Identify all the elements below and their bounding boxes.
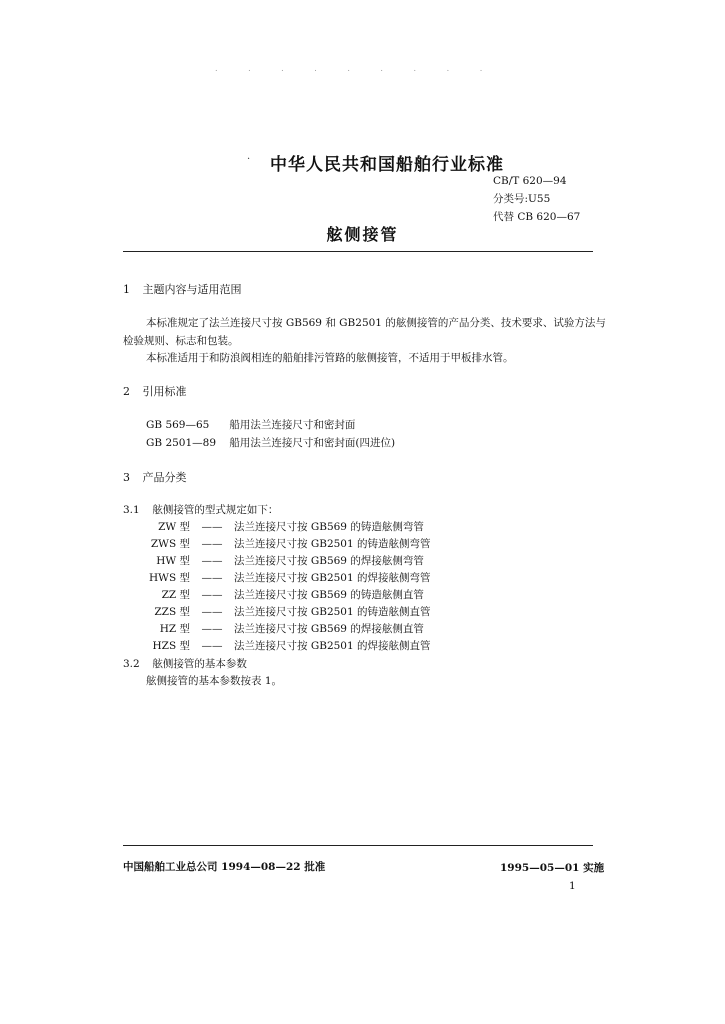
type-dash: —— — [201, 555, 223, 567]
type-description: 法兰连接尺寸按 GB2501 的铸造舷侧弯管 — [234, 538, 431, 550]
subsection-3-1 — [123, 502, 278, 517]
type-name: ZZS 型 — [154, 606, 190, 618]
reference-row — [146, 435, 395, 450]
approval-line: 中国船舶工业总公司 1994—08—22 批准 — [123, 861, 326, 873]
subsection-text: 舷侧接管的基本参数 — [152, 658, 247, 670]
scan-marks: . . . . . . . . . — [215, 64, 497, 73]
effective-date: 1995—05—01 实施 — [500, 862, 605, 874]
subsection-number: 3.2 — [123, 658, 140, 670]
reference-code: GB 569—65 — [146, 419, 210, 431]
type-dash: —— — [201, 606, 223, 618]
type-name: ZZ 型 — [161, 589, 190, 601]
section-1-para-1-line-2: 检验规则、标志和包装。 — [123, 335, 239, 347]
type-description: 法兰连接尺寸按 GB2501 的焊接舷侧直管 — [234, 640, 431, 652]
reference-title: 船用法兰连接尺寸和密封面 — [229, 419, 356, 431]
subsection-number: 3.1 — [123, 504, 140, 516]
reference-code: GB 2501—89 — [146, 437, 217, 449]
section-number: 3 — [123, 471, 130, 484]
type-row — [110, 638, 431, 653]
standard-number: CB/T 620—94 — [493, 175, 567, 187]
type-name: ZW 型 — [158, 521, 190, 533]
type-description: 法兰连接尺寸按 GB2501 的铸造舷侧直管 — [234, 606, 431, 618]
type-row — [110, 621, 424, 636]
reference-row — [146, 417, 355, 432]
standard-codes — [493, 172, 580, 226]
type-description: 法兰连接尺寸按 GB569 的铸造舷侧弯管 — [234, 521, 424, 533]
subsection-3-2-body: 舷侧接管的基本参数按表 1。 — [146, 675, 283, 687]
type-row — [110, 587, 424, 602]
type-description: 法兰连接尺寸按 GB569 的焊接舷侧直管 — [234, 623, 424, 635]
type-name: HZ 型 — [159, 623, 190, 635]
section-title: 产品分类 — [142, 471, 187, 484]
section-title: 引用标准 — [142, 385, 187, 398]
title-divider — [123, 251, 593, 252]
type-name: HZS 型 — [152, 640, 190, 652]
classification-number: 分类号:U55 — [493, 193, 551, 205]
issuer-title: 中华人民共和国船舶行业标准 — [270, 155, 504, 175]
type-dash: —— — [201, 640, 223, 652]
type-dash: —— — [201, 623, 223, 635]
bullet-mark: · — [247, 154, 251, 165]
type-dash: —— — [201, 521, 223, 533]
type-row — [110, 604, 431, 619]
section-number: 1 — [123, 283, 130, 296]
type-dash: —— — [201, 572, 223, 584]
type-row — [110, 553, 424, 568]
type-row — [110, 536, 431, 551]
section-number: 2 — [123, 385, 130, 398]
section-2-heading — [123, 383, 187, 399]
section-title: 主题内容与适用范围 — [142, 283, 242, 296]
section-1-para-2: 本标准适用于和防浪阀相连的船舶排污管路的舷侧接管，不适用于甲板排水管。 — [146, 352, 514, 364]
type-description: 法兰连接尺寸按 GB569 的焊接舷侧弯管 — [234, 555, 424, 567]
type-name: HWS 型 — [149, 572, 190, 584]
subsection-text: 舷侧接管的型式规定如下： — [152, 504, 279, 516]
section-3-heading — [123, 469, 187, 485]
type-description: 法兰连接尺寸按 GB569 的铸造舷侧直管 — [234, 589, 424, 601]
type-dash: —— — [201, 589, 223, 601]
section-1-heading — [123, 281, 242, 297]
type-description: 法兰连接尺寸按 GB2501 的焊接舷侧弯管 — [234, 572, 431, 584]
reference-title: 船用法兰连接尺寸和密封面(四进位) — [229, 437, 396, 449]
replaces-standard: 代替 CB 620—67 — [493, 211, 581, 223]
type-row — [110, 519, 424, 534]
type-dash: —— — [201, 538, 223, 550]
section-1-para-1-line-1: 本标准规定了法兰连接尺寸按 GB569 和 GB2501 的舷侧接管的产品分类、技术要求、试验方法与 — [146, 317, 606, 329]
type-row — [110, 570, 431, 585]
page-number: 1 — [569, 880, 576, 892]
footer-divider — [123, 845, 593, 846]
subsection-3-2 — [123, 656, 247, 671]
document-title: 舷侧接管 — [326, 225, 399, 244]
type-name: HW 型 — [156, 555, 190, 567]
type-name: ZWS 型 — [150, 538, 190, 550]
